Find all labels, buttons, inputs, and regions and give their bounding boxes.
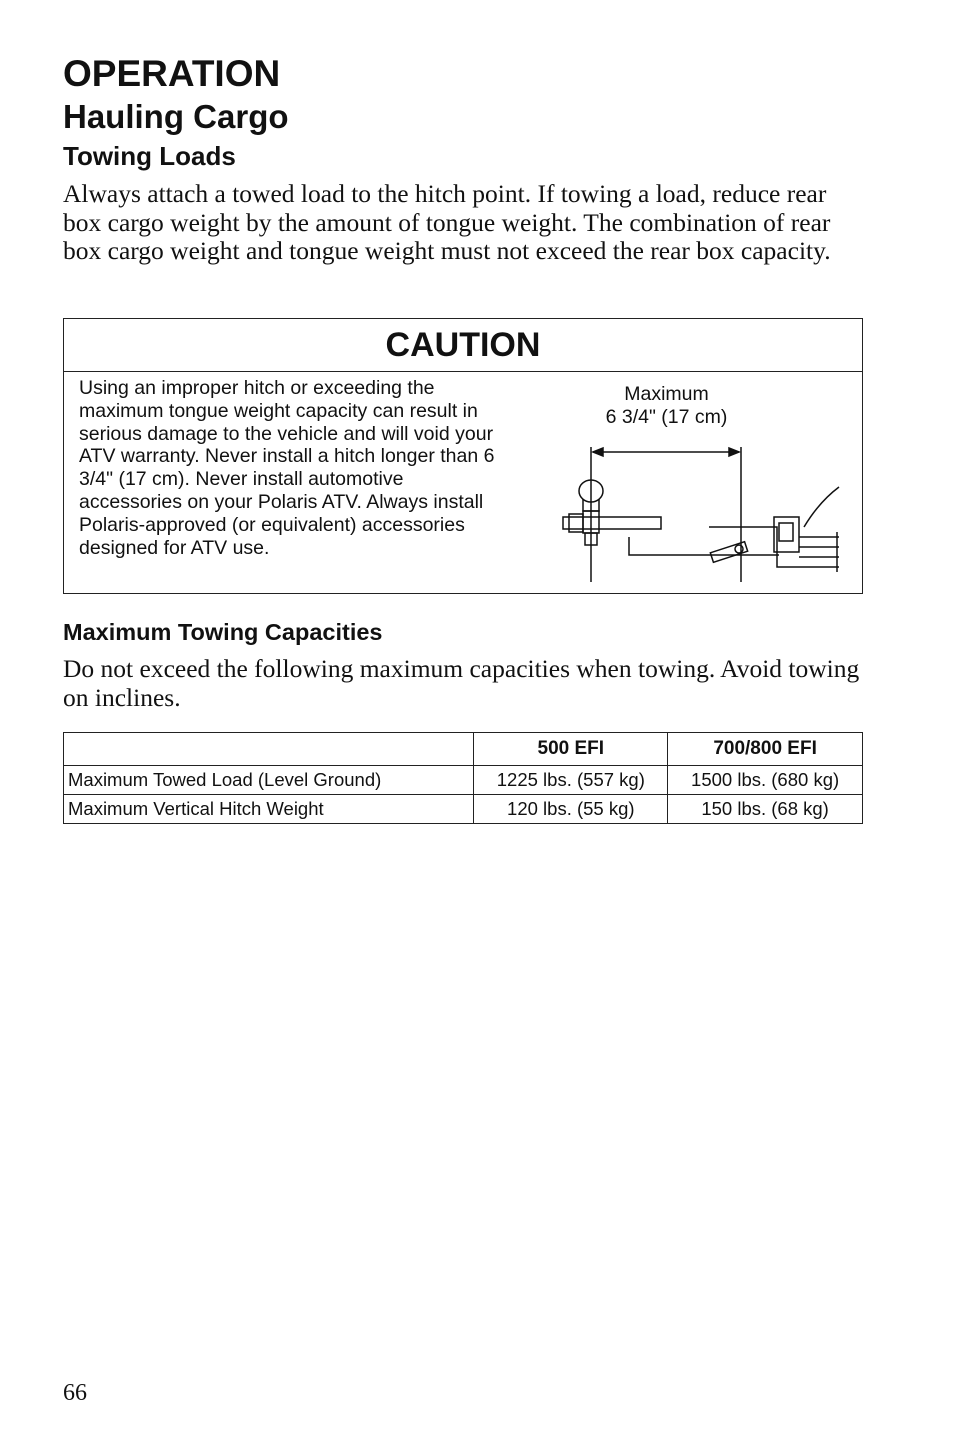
table-cell-value: 1500 lbs. (680 kg): [668, 766, 863, 795]
max-towing-paragraph: Do not exceed the following maximum capacities when towing. Avoid towing on inclines.: [63, 654, 860, 712]
table-header-500efi: 500 EFI: [474, 733, 668, 766]
table-header-empty: [64, 733, 474, 766]
table-cell-value: 1225 lbs. (557 kg): [474, 766, 668, 795]
caution-title: CAUTION: [64, 319, 862, 372]
table-row: [64, 795, 863, 824]
figure-label: [589, 383, 744, 429]
caution-box: [63, 318, 863, 594]
caution-text: Using an improper hitch or exceeding the maximum tongue weight capacity can result in serious damage to the vehicle and will void your ATV warranty. Never install a hitch longer than 6 3/4" (17 cm). Never install automotive accessories on your Polaris ATV. Always install Polaris-approved (or equivalent) accessories designed for ATV use.: [79, 377, 495, 559]
table-row: [64, 766, 863, 795]
figure-label-line2: 6 3/4" (17 cm): [605, 406, 728, 428]
max-towing-heading: Maximum Towing Capacities: [63, 619, 383, 645]
table-cell-value: 150 lbs. (68 kg): [668, 795, 863, 824]
figure-label-line1: Maximum: [624, 383, 709, 405]
capacity-table: [63, 732, 863, 824]
table-cell-value: 120 lbs. (55 kg): [474, 795, 668, 824]
subsection-title: Hauling Cargo: [63, 98, 289, 135]
towing-loads-paragraph: Always attach a towed load to the hitch point. If towing a load, reduce rear box cargo weight by the amount of tongue weight. The combination of rear box cargo weight and tongue weight must not exceed the rear box capacity.: [63, 179, 831, 265]
table-header-700-800efi: 700/800 EFI: [668, 733, 863, 766]
towing-loads-heading: Towing Loads: [63, 141, 236, 171]
table-cell-label: Maximum Vertical Hitch Weight: [64, 795, 474, 824]
section-title: OPERATION: [63, 53, 281, 94]
table-header-row: [64, 733, 863, 766]
hitch-figure: [549, 377, 849, 587]
page-number: 66: [63, 1380, 87, 1406]
table-cell-label: Maximum Towed Load (Level Ground): [64, 766, 474, 795]
